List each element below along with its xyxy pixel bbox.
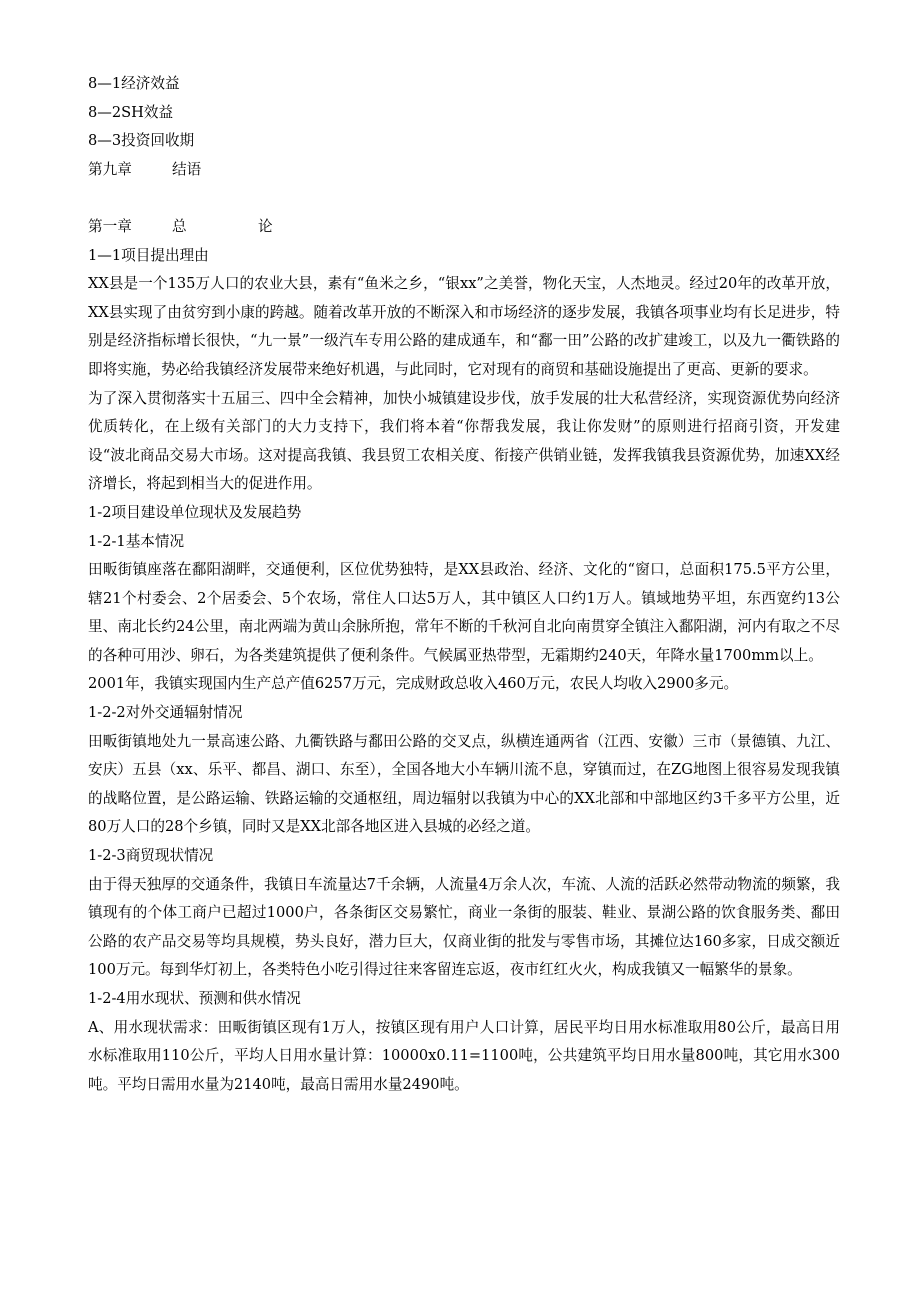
chapter-1-heading <box>88 213 840 242</box>
document-page <box>88 70 840 1099</box>
toc-chapter-9 <box>88 156 840 185</box>
paragraph: A、用水现状需求：田畈街镇区现有1万人，按镇区现有用户人口计算，居民平均日用水标准取用80公斤，最高日用水标准取用110公斤，平均人日用水量计算：10000x0.11=1100吨，公共建筑平均日用水量800吨，其它用水300吨。平均日需用水量为2140吨，最高日需用水量2490吨。 <box>88 1018 840 1093</box>
toc-item: 8—2SH效益 <box>88 103 174 121</box>
subsection-heading: 1-2-3商贸现状情况 <box>88 847 214 865</box>
paragraph: 为了深入贯彻落实十五届三、四中全会精神，加快小城镇建设步伐，放手发展的壮大私营经济，实现资源优势向经济优质转化，在上级有关部门的大力支持下，我们将本着“你帮我发展，我让你发财”的原则进行招商引资，开发建设“波北商品交易大市场。这对提高我镇、我县贸工农相关度、衔接产供销业链，发挥我镇我县资源优势，加速XX经济增长，将起到相当大的促进作用。 <box>88 389 840 493</box>
paragraph: XX县是一个135万人口的农业大县，素有“鱼米之乡，“银xx”之美誉，物化天宝，人杰地灵。经过20年的改革开放，XX县实现了由贫穷到小康的跨越。随着改革开放的不断深入和市场经济的逐步发展，我镇各项事业均有长足进步，特别是经济指标增长很快，“九一景”一级汽车专用公路的建成通车，和“鄱一田”公路的改扩建竣工，以及九一衢铁路的即将实施，势必给我镇经济发展带来绝好机遇，与此同时，它对现有的商贸和基础设施提出了更高、更新的要求。 <box>88 275 840 378</box>
section-heading: 1—1项目提出理由 <box>88 246 209 264</box>
subsection-heading: 1-2-1基本情况 <box>88 532 185 550</box>
chapter-number: 第九章 <box>88 160 132 178</box>
paragraph: 由于得天独厚的交通条件，我镇日车流量达7千余辆，人流量4万余人次，车流、人流的活跃必然带动物流的频繁，我镇现有的个体工商户已超过1000户，各条街区交易繁忙，商业一条街的服装、鞋业、景湖公路的饮食服务类、鄱田公路的农产品交易等均具规模，势头良好，潜力巨大，仅商业街的批发与零售市场，其摊位达160多家，日成交额近100万元。每到华灯初上，各类特色小吃引得过往来客留连忘返，夜市红红火火，构成我镇又一幅繁华的景象。 <box>88 875 840 979</box>
paragraph: 2001年，我镇实现国内生产总产值6257万元，完成财政总收入460万元，农民人均收入2900多元。 <box>88 675 739 693</box>
spacer <box>88 184 840 213</box>
chapter-number: 第一章 <box>88 217 132 235</box>
chapter-title-part: 论 <box>258 217 273 235</box>
chapter-title: 结语 <box>172 160 202 178</box>
toc-item: 8—3投资回收期 <box>88 132 195 150</box>
subsection-heading: 1-2-4用水现状、预测和供水情况 <box>88 990 301 1007</box>
chapter-title-part: 总 <box>172 217 187 235</box>
paragraph: 田畈街镇地处九一景高速公路、九衢铁路与鄱田公路的交叉点，纵横连通两省（江西、安徽）三市（景德镇、九江、安庆）五县（xx、乐平、都昌、湖口、东至），全国各地大小车辆川流不息，穿镇而过，在ZG地图上很容易发现我镇的战略位置，是公路运输、铁路运输的交通枢纽，周边辐射以我镇为中心的XX北部和中部地区约3千多平方公里，近80万人口的28个乡镇，同时又是XX北部各地区进入县城的必经之道。 <box>88 732 840 836</box>
subsection-heading: 1-2-2对外交通辐射情况 <box>88 704 243 722</box>
toc-item: 8—1经济效益 <box>88 75 180 92</box>
paragraph: 田畈街镇座落在鄱阳湖畔，交通便利，区位优势独特，是XX县政治、经济、文化的“窗口，总面积175.5平方公里，辖21个村委会、2个居委会、5个农场，常住人口达5万人，其中镇区人口约1万人。镇域地势平坦，东西宽约13公里、南北长约24公里，南北两端为黄山余脉所抱，常年不断的千秋河自北向南贯穿全镇注入鄱阳湖，河内有取之不尽的各种可用沙、卵石，为各类建筑提供了便利条件。气候属亚热带型，无霜期约240天，年降水量1700mm以上。 <box>88 561 840 664</box>
section-heading: 1-2项目建设单位现状及发展趋势 <box>88 503 302 521</box>
